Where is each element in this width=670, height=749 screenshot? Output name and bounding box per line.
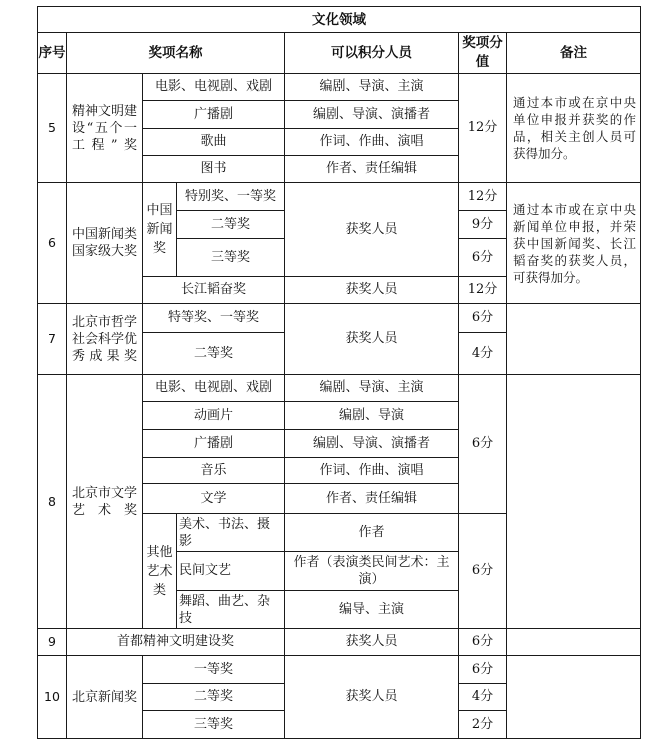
header-eligible: 可以积分人员 bbox=[285, 33, 459, 74]
row-index: 5 bbox=[38, 74, 67, 183]
eligible-cell: 获奖人员 bbox=[285, 304, 459, 375]
category-cell: 北京市文学艺术奖 bbox=[67, 375, 143, 629]
eligible-cell: 编剧、导演、演播者 bbox=[285, 101, 459, 129]
award-name-cell: 特别奖、一等奖 bbox=[177, 183, 285, 211]
award-name-cell: 美术、书法、摄影 bbox=[177, 514, 285, 552]
note-cell-empty bbox=[507, 304, 641, 375]
header-note: 备注 bbox=[507, 33, 641, 74]
table-row bbox=[38, 656, 641, 684]
table-row bbox=[38, 183, 641, 211]
table-row bbox=[38, 304, 641, 333]
award-name-cell: 电影、电视剧、戏剧 bbox=[143, 74, 285, 101]
note-cell-empty bbox=[507, 629, 641, 656]
row-index: 9 bbox=[38, 629, 67, 656]
award-name-cell: 长江韬奋奖 bbox=[143, 277, 285, 304]
row-index: 10 bbox=[38, 656, 67, 739]
eligible-cell: 作者（表演类民间艺术：主演） bbox=[285, 552, 459, 591]
table-row bbox=[38, 629, 641, 656]
eligible-cell: 获奖人员 bbox=[285, 629, 459, 656]
award-name-cell: 二等奖 bbox=[143, 684, 285, 711]
eligible-cell: 获奖人员 bbox=[285, 183, 459, 277]
eligible-cell: 作词、作曲、演唱 bbox=[285, 129, 459, 156]
note-cell-empty bbox=[507, 656, 641, 739]
eligible-cell: 获奖人员 bbox=[285, 277, 459, 304]
score-cell: 2分 bbox=[459, 711, 507, 739]
note-cell: 通过本市或在京中央新闻单位申报，并荣获中国新闻奖、长江韬奋奖的获奖人员，可获得加分。 bbox=[507, 183, 641, 304]
table-row bbox=[38, 74, 641, 101]
row-index: 8 bbox=[38, 375, 67, 629]
eligible-cell: 编剧、导演、主演 bbox=[285, 74, 459, 101]
header-index: 序号 bbox=[38, 33, 67, 74]
award-name-cell: 歌曲 bbox=[143, 129, 285, 156]
award-name-cell: 一等奖 bbox=[143, 656, 285, 684]
title-row bbox=[38, 7, 641, 33]
eligible-cell: 作者、责任编辑 bbox=[285, 484, 459, 514]
score-cell: 4分 bbox=[459, 333, 507, 375]
eligible-cell: 编剧、导演、演播者 bbox=[285, 430, 459, 458]
award-name-cell: 广播剧 bbox=[143, 101, 285, 129]
sub-category-cell: 中国新闻奖 bbox=[143, 183, 177, 277]
score-cell: 6分 bbox=[459, 239, 507, 277]
eligible-cell: 作词、作曲、演唱 bbox=[285, 458, 459, 484]
table-title: 文化领域 bbox=[38, 7, 641, 33]
eligible-cell: 编导、主演 bbox=[285, 591, 459, 629]
eligible-cell: 作者、责任编辑 bbox=[285, 156, 459, 183]
category-cell: 北京新闻奖 bbox=[67, 656, 143, 739]
award-name-cell: 图书 bbox=[143, 156, 285, 183]
header-score: 奖项分值 bbox=[459, 33, 507, 74]
score-cell: 6分 bbox=[459, 656, 507, 684]
row-index: 6 bbox=[38, 183, 67, 304]
note-cell-empty bbox=[507, 375, 641, 629]
category-cell: 精神文明建设“五个一工程”奖 bbox=[67, 74, 143, 183]
table-row bbox=[38, 375, 641, 402]
award-name-cell: 二等奖 bbox=[143, 333, 285, 375]
category-cell: 北京市哲学社会科学优秀成果奖 bbox=[67, 304, 143, 375]
award-name-cell: 二等奖 bbox=[177, 211, 285, 239]
award-name-cell: 首都精神文明建设奖 bbox=[67, 629, 285, 656]
score-cell: 6分 bbox=[459, 629, 507, 656]
row-index: 7 bbox=[38, 304, 67, 375]
sub-category-cell: 其他艺术类 bbox=[143, 514, 177, 629]
award-name-cell: 广播剧 bbox=[143, 430, 285, 458]
award-name-cell: 三等奖 bbox=[143, 711, 285, 739]
score-cell: 6分 bbox=[459, 375, 507, 514]
score-cell: 4分 bbox=[459, 684, 507, 711]
award-name-cell: 动画片 bbox=[143, 402, 285, 430]
award-name-cell: 特等奖、一等奖 bbox=[143, 304, 285, 333]
header-row bbox=[38, 33, 641, 74]
award-name-cell: 音乐 bbox=[143, 458, 285, 484]
eligible-cell: 获奖人员 bbox=[285, 656, 459, 739]
note-cell: 通过本市或在京中央单位申报并获奖的作品，相关主创人员可获得加分。 bbox=[507, 74, 641, 183]
score-cell: 6分 bbox=[459, 304, 507, 333]
award-table bbox=[37, 6, 641, 739]
score-cell: 12分 bbox=[459, 74, 507, 183]
category-cell: 中国新闻类国家级大奖 bbox=[67, 183, 143, 304]
header-award-name: 奖项名称 bbox=[67, 33, 285, 74]
award-name-cell: 民间文艺 bbox=[177, 552, 285, 591]
award-name-cell: 三等奖 bbox=[177, 239, 285, 277]
eligible-cell: 编剧、导演、主演 bbox=[285, 375, 459, 402]
eligible-cell: 作者 bbox=[285, 514, 459, 552]
score-cell: 12分 bbox=[459, 277, 507, 304]
score-cell: 9分 bbox=[459, 211, 507, 239]
score-cell: 6分 bbox=[459, 514, 507, 629]
eligible-cell: 编剧、导演 bbox=[285, 402, 459, 430]
award-name-cell: 文学 bbox=[143, 484, 285, 514]
score-cell: 12分 bbox=[459, 183, 507, 211]
award-name-cell: 舞蹈、曲艺、杂技 bbox=[177, 591, 285, 629]
award-name-cell: 电影、电视剧、戏剧 bbox=[143, 375, 285, 402]
